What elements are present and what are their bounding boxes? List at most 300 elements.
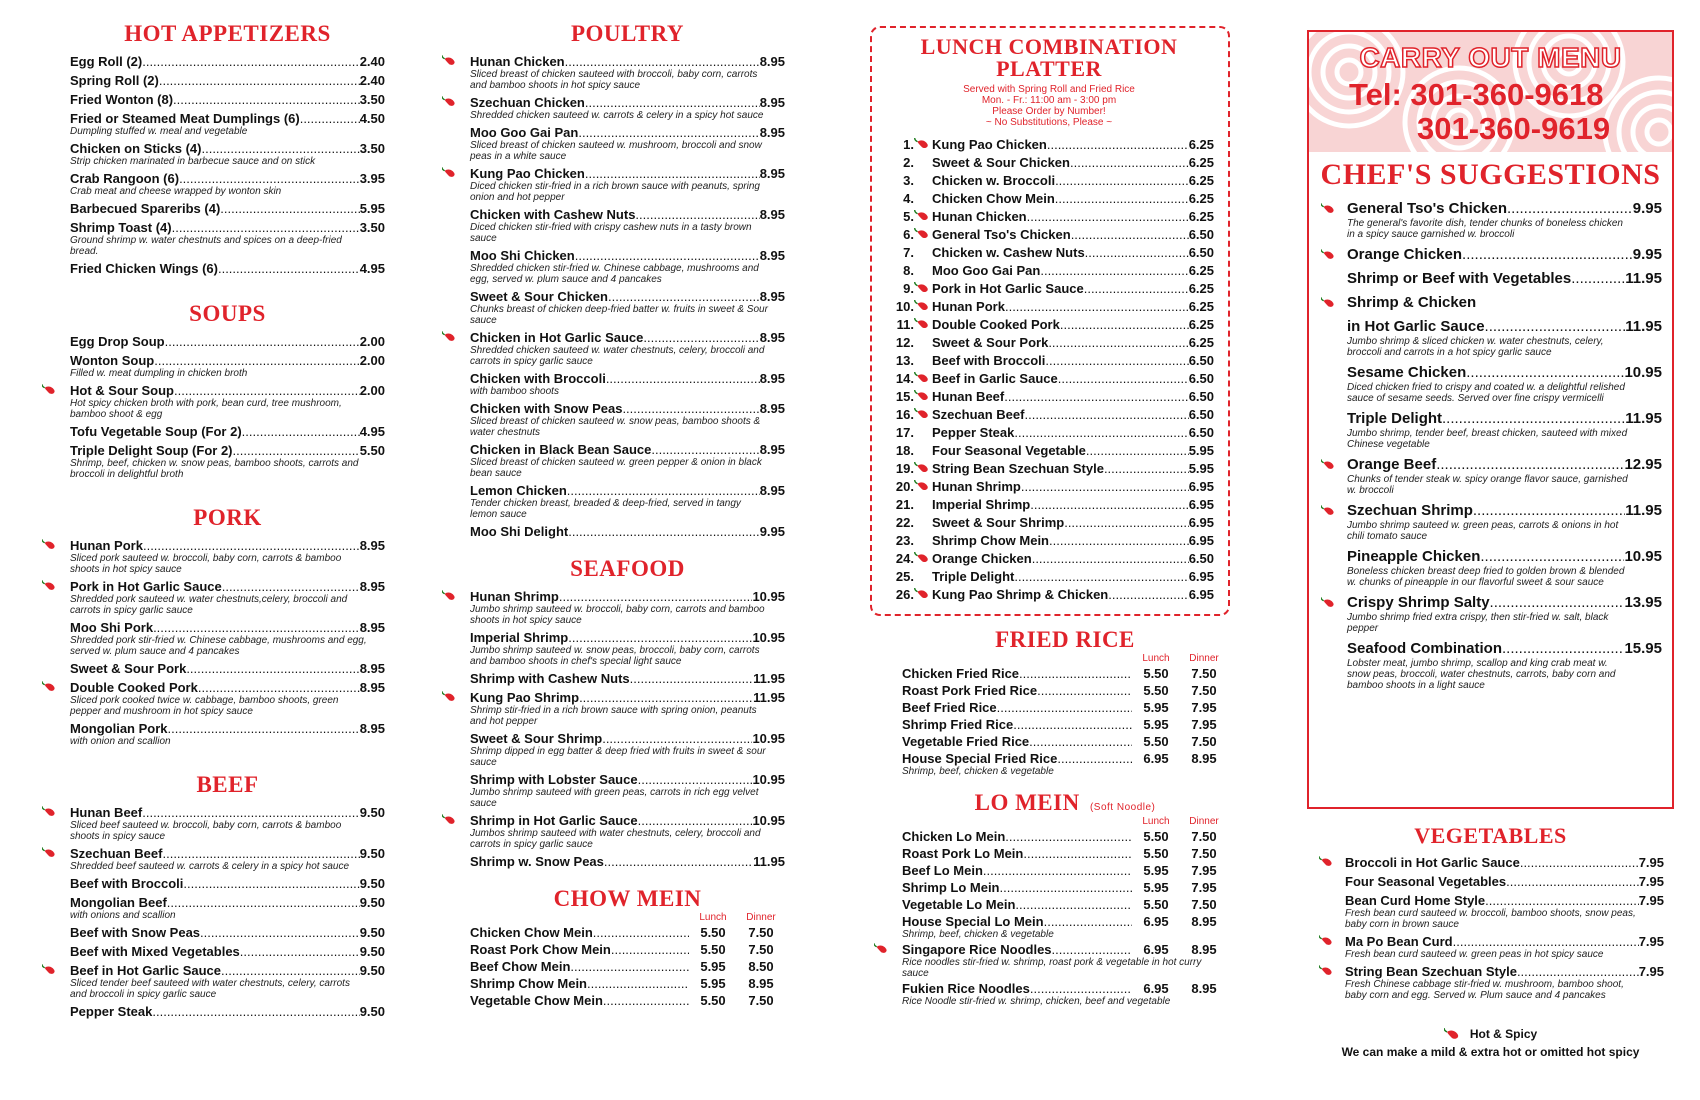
item-description: Shrimp, beef, chicken & vegetable — [902, 929, 1054, 940]
pepper-icon — [442, 590, 458, 602]
dot-leader — [186, 661, 359, 676]
item-number: 16. — [895, 407, 914, 422]
dot-leader — [638, 772, 753, 787]
menu-item-row — [470, 248, 785, 263]
item-price: 2.40 — [359, 54, 385, 69]
menu-item — [470, 993, 785, 1008]
menu-item — [1347, 364, 1662, 404]
dot-leader — [201, 141, 359, 156]
item-name: Pork in Hot Garlic Sauce — [70, 579, 222, 594]
menu-item-row — [470, 524, 785, 539]
menu-list — [1309, 200, 1672, 691]
item-name: Beef with Broccoli — [932, 353, 1046, 368]
item-name: String Bean Szechuan Style — [1345, 964, 1517, 979]
dot-leader — [233, 443, 360, 458]
menu-item — [1345, 893, 1664, 930]
pepper-icon — [42, 806, 58, 818]
dot-leader — [1507, 200, 1633, 218]
menu-item — [1347, 318, 1662, 358]
dinner-price: 8.95 — [1191, 914, 1217, 929]
item-number: 4. — [903, 191, 914, 206]
item-price: 2.00 — [359, 383, 385, 398]
lunch-item — [884, 532, 1214, 550]
section-lo-mein — [878, 791, 1248, 1007]
menu-item-row — [1347, 270, 1662, 288]
item-name: Sesame Chicken — [1347, 364, 1467, 381]
dot-leader — [1048, 334, 1188, 352]
pepper-slot — [914, 516, 932, 528]
menu-item-row — [70, 141, 385, 156]
lunch-price: 6.95 — [1143, 981, 1169, 996]
lunch-header: Lunch — [699, 912, 727, 923]
menu-item — [70, 220, 385, 257]
menu-item — [902, 981, 1228, 1007]
section-beef — [70, 773, 385, 1019]
menu-item-row — [470, 959, 785, 974]
item-name: Hunan Beef — [70, 805, 143, 820]
item-price: 6.25 — [1188, 173, 1214, 188]
item-price: 6.25 — [1188, 317, 1214, 332]
menu-item-row — [70, 73, 385, 88]
lunch-price: 5.50 — [700, 942, 726, 957]
menu-item-row — [1345, 855, 1664, 870]
item-price: 8.95 — [759, 54, 785, 69]
pepper-icon — [914, 300, 932, 312]
item-description: Shredded chicken stir-fried w. Chinese cabbage, mushrooms and egg, served w. plum sauce and 4 pancakes — [470, 263, 759, 285]
item-description: Jumbo shrimp, tender beef, breast chicken, sauteed with mixed Chinese vegetable — [1347, 428, 1628, 450]
item-price: 10.95 — [1624, 364, 1662, 381]
pepper-icon — [42, 580, 58, 592]
menu-item — [902, 914, 1228, 940]
dot-leader — [1490, 594, 1625, 612]
item-price: 12.95 — [1624, 456, 1662, 473]
item-name: Hunan Pork — [932, 299, 1005, 314]
item-description: Shrimp, beef, chicken & vegetable — [902, 766, 1054, 777]
menu-item-row — [470, 671, 785, 686]
lunch-item — [884, 496, 1214, 514]
dinner-price: 7.50 — [1191, 897, 1217, 912]
menu-item-row — [70, 54, 385, 69]
dot-leader — [1480, 548, 1624, 566]
item-name: Fried or Steamed Meat Dumplings (6) — [70, 111, 300, 126]
menu-list — [70, 334, 385, 480]
dot-leader — [1019, 666, 1132, 681]
pepper-icon — [874, 943, 890, 955]
item-name: Moo Shi Delight — [470, 524, 569, 539]
item-price: 6.50 — [1188, 407, 1214, 422]
lunch-price: 5.95 — [1143, 700, 1169, 715]
item-number: 20. — [895, 479, 914, 494]
chef-suggestions-box — [1307, 30, 1674, 809]
item-name: Broccoli in Hot Garlic Sauce — [1345, 855, 1520, 870]
menu-item-row — [70, 353, 385, 368]
lunch-price: 6.95 — [1143, 914, 1169, 929]
dot-leader — [159, 73, 360, 88]
dot-leader — [611, 942, 689, 957]
item-price: 8.95 — [359, 538, 385, 553]
menu-item-row — [902, 897, 1228, 912]
dot-leader — [1014, 424, 1188, 442]
item-description: Sliced tender beef sauteed with water chestnuts, celery, carrots and broccoli in spicy garlic sauce — [70, 978, 350, 1000]
dot-leader — [1005, 829, 1132, 844]
dot-leader — [602, 731, 752, 746]
section-vegetables — [1307, 825, 1674, 1001]
menu-item — [70, 54, 385, 69]
menu-item — [902, 897, 1228, 912]
menu-item-row — [902, 829, 1228, 844]
item-name: Bean Curd Home Style — [1345, 893, 1486, 908]
item-name: Shrimp Toast (4) — [70, 220, 172, 235]
lunch-subtitle-line: Please Order by Number! — [992, 106, 1106, 117]
dot-leader — [608, 289, 760, 304]
menu-item — [470, 589, 785, 626]
dot-leader — [1085, 244, 1189, 262]
menu-item-row — [470, 401, 785, 416]
pepper-slot — [914, 174, 932, 186]
item-number: 6. — [903, 227, 914, 242]
menu-item-row — [470, 854, 785, 869]
menu-item-row — [902, 751, 1228, 766]
item-description: Jumbo shrimp fried extra crispy, then stir-fried w. salt, black pepper — [1347, 612, 1609, 634]
section-title: CHEF'S SUGGESTIONS — [1320, 158, 1661, 191]
dot-leader — [587, 976, 689, 991]
item-name: Beef Chow Mein — [470, 959, 571, 974]
item-price: 6.25 — [1188, 155, 1214, 170]
dot-leader — [1485, 893, 1639, 908]
section-title: VEGETABLES — [1414, 823, 1567, 848]
dot-leader — [168, 721, 360, 736]
item-name: Shrimp w. Snow Peas — [470, 854, 604, 869]
menu-item-row — [470, 330, 785, 345]
section-title: PORK — [193, 505, 262, 530]
section-pork — [70, 506, 385, 747]
pepper-icon — [1321, 203, 1337, 215]
menu-item — [1347, 594, 1662, 634]
pepper-icon — [1321, 597, 1337, 609]
phone-number-2: 301-360-9619 — [1417, 111, 1611, 146]
dot-leader — [1104, 460, 1189, 478]
item-number: 13. — [895, 353, 914, 368]
item-price: 6.25 — [1188, 335, 1214, 350]
item-name: Chicken w. Cashew Nuts — [932, 245, 1085, 260]
menu-item-row — [470, 772, 785, 787]
dot-leader — [173, 92, 360, 107]
item-name: Orange Beef — [1347, 456, 1437, 473]
menu-list — [470, 589, 785, 869]
menu-list — [902, 829, 1228, 1007]
item-description: Ground shrimp w. water chestnuts and spices on a deep-fried bread. — [70, 235, 342, 257]
menu-item — [470, 772, 785, 809]
dot-leader — [198, 680, 360, 695]
item-number: 18. — [895, 443, 914, 458]
dot-leader — [172, 220, 360, 235]
lunch-item — [884, 298, 1214, 316]
dot-leader — [1506, 874, 1639, 889]
menu-item-row — [70, 92, 385, 107]
item-description: Hot spicy chicken broth with pork, bean curd, tree mushroom, bamboo shoot & egg — [70, 398, 342, 420]
spicy-legend — [1307, 1027, 1674, 1059]
section-poultry — [470, 22, 785, 539]
menu-item-row — [470, 589, 785, 604]
menu-item — [1347, 270, 1662, 288]
lunch-price: 5.50 — [1143, 846, 1169, 861]
dot-leader — [1055, 172, 1189, 190]
dot-leader — [1517, 964, 1639, 979]
menu-item — [470, 524, 785, 539]
lunch-subtitle-line: Mon. - Fr.: 11:00 am - 3:00 pm — [981, 95, 1117, 106]
menu-item-row — [70, 579, 385, 594]
menu-item-row — [70, 661, 385, 676]
item-name: Orange Chicken — [1347, 246, 1463, 263]
pepper-icon — [914, 138, 932, 150]
menu-item-row — [70, 171, 385, 186]
dot-leader — [585, 166, 760, 181]
item-name: Beef with Mixed Vegetables — [70, 944, 240, 959]
item-name: Shrimp Fried Rice — [902, 717, 1014, 732]
dinner-price: 7.50 — [1191, 666, 1217, 681]
item-description: Shredded beef sauteed w. carrots & celery in a spicy hot sauce — [70, 861, 350, 872]
pepper-icon — [1321, 249, 1337, 261]
menu-item-row — [70, 895, 385, 910]
menu-item-row — [1345, 964, 1664, 979]
menu-item — [470, 630, 785, 667]
item-description: Jumbo shrimp sauteed with green peas, carrots in rich egg velvet sauce — [470, 787, 759, 809]
item-description: Fresh bean curd sauteed w. broccoli, bamboo shoots, snow peas, baby corn in brown sauce — [1345, 908, 1636, 930]
pepper-icon — [1319, 965, 1335, 977]
item-price: 6.50 — [1188, 551, 1214, 566]
lunch-item — [884, 208, 1214, 226]
menu-item — [470, 731, 785, 768]
dot-leader — [643, 330, 759, 345]
item-price: 9.50 — [359, 846, 385, 861]
menu-item-row — [70, 944, 385, 959]
item-description: Sliced pork cooked twice w. cabbage, bamboo shoots, green pepper and mushroom in hot spicy sauce — [70, 695, 339, 717]
dot-leader — [651, 442, 759, 457]
menu-item — [70, 353, 385, 379]
menu-item-row — [1347, 318, 1662, 336]
item-name: Shrimp or Beef with Vegetables — [1347, 270, 1572, 287]
item-price: 15.95 — [1624, 640, 1662, 657]
dot-leader — [568, 524, 759, 539]
item-description: with onions and scallion — [70, 910, 176, 921]
menu-item-row — [902, 717, 1228, 732]
item-number: 24. — [895, 551, 914, 566]
item-price: 2.40 — [359, 73, 385, 88]
item-price: 9.50 — [359, 963, 385, 978]
dot-leader — [1021, 478, 1189, 496]
item-price: 6.25 — [1188, 263, 1214, 278]
item-price: 9.95 — [759, 524, 785, 539]
menu-item — [470, 125, 785, 162]
dot-leader — [630, 671, 754, 686]
item-name: Kung Pao Shrimp & Chicken — [932, 587, 1109, 602]
item-name: Moo Shi Chicken — [470, 248, 575, 263]
item-name: General Tso's Chicken — [1347, 200, 1508, 217]
item-name: Chicken Fried Rice — [902, 666, 1020, 681]
lunch-subtitle-line: Served with Spring Roll and Fried Rice — [963, 84, 1135, 95]
lunch-price: 6.95 — [1143, 942, 1169, 957]
item-description: Fresh Chinese cabbage stir-fried w. mushroom, bamboo shoot, baby corn and egg. Served w. Plum sauce and 4 pancakes — [1345, 979, 1624, 1001]
lunch-price: 5.95 — [1143, 717, 1169, 732]
item-number: 10. — [895, 299, 914, 314]
menu-item — [470, 207, 785, 244]
item-name: Shrimp Chow Mein — [932, 533, 1049, 548]
dot-leader — [1502, 640, 1624, 658]
menu-item-row — [70, 334, 385, 349]
item-price: 4.95 — [359, 424, 385, 439]
dot-leader — [154, 353, 359, 368]
item-name: Imperial Shrimp — [470, 630, 569, 645]
item-name: Mongolian Pork — [70, 721, 168, 736]
item-price: 8.95 — [759, 330, 785, 345]
item-price: 5.95 — [359, 201, 385, 216]
lunch-subtitle — [884, 84, 1214, 128]
pepper-icon — [1321, 459, 1337, 471]
item-price: 11.95 — [1625, 270, 1662, 287]
dot-leader — [1013, 717, 1132, 732]
item-price: 10.95 — [752, 813, 785, 828]
pepper-icon — [42, 847, 58, 859]
lunch-price: 5.50 — [1143, 897, 1169, 912]
spicy-note: We can make a mild & extra hot or omitted hot spicy — [1341, 1045, 1640, 1059]
dot-leader — [565, 54, 760, 69]
menu-item — [470, 330, 785, 367]
menu-item — [1347, 294, 1662, 312]
pepper-icon — [914, 282, 932, 294]
dot-leader — [1000, 880, 1133, 895]
item-price: 9.50 — [359, 1004, 385, 1019]
price-column-headers — [470, 912, 785, 923]
item-name: Beef in Garlic Sauce — [932, 371, 1058, 386]
pepper-icon — [914, 318, 932, 330]
section-seafood — [470, 557, 785, 869]
item-description: Tender chicken breast, breaded & deep-fried, served in tangy lemon sauce — [470, 498, 741, 520]
lunch-price: 5.50 — [1143, 829, 1169, 844]
dot-leader — [1485, 318, 1626, 336]
lunch-price: 6.95 — [1143, 751, 1169, 766]
item-name: Vegetable Fried Rice — [902, 734, 1030, 749]
dot-leader — [1442, 410, 1625, 428]
item-name: Beef Lo Mein — [902, 863, 983, 878]
item-number: 23. — [895, 533, 914, 548]
menu-item-row — [470, 976, 785, 991]
menu-item — [470, 959, 785, 974]
menu-item-row — [70, 383, 385, 398]
lunch-price: 5.50 — [700, 925, 726, 940]
dot-leader — [1024, 406, 1188, 424]
item-description: Chunks breast of chicken deep-fried batter w. fruits in sweet & Sour sauce — [470, 304, 768, 326]
menu-list — [470, 925, 785, 1008]
item-name: Seafood Combination — [1347, 640, 1502, 657]
item-name: Pepper Steak — [932, 425, 1015, 440]
dot-leader — [1466, 364, 1624, 382]
menu-list — [70, 538, 385, 747]
item-name: House Special Lo Mein — [902, 914, 1044, 929]
menu-item-row — [1347, 410, 1662, 428]
dot-leader — [1032, 550, 1189, 568]
lunch-item — [884, 172, 1214, 190]
dot-leader — [593, 925, 689, 940]
item-price: 3.50 — [359, 220, 385, 235]
lunch-item — [884, 136, 1214, 154]
pepper-icon — [42, 964, 58, 976]
menu-item — [70, 620, 385, 657]
item-name: Double Cooked Pork — [932, 317, 1060, 332]
item-price: 7.95 — [1638, 893, 1664, 908]
dinner-price: 7.50 — [748, 993, 774, 1008]
item-price: 3.50 — [359, 141, 385, 156]
pepper-icon — [442, 96, 458, 108]
item-price: 7.95 — [1638, 874, 1664, 889]
pepper-icon — [442, 814, 458, 826]
item-price: 11.95 — [753, 690, 785, 705]
item-description: Jumbo shrimp sauteed w. snow peas, broccoli, baby corn, carrots and bamboo shoots in chef's special light sauce — [470, 645, 760, 667]
dot-leader — [1071, 226, 1189, 244]
lunch-item — [884, 424, 1214, 442]
dot-leader — [167, 895, 360, 910]
item-name: Egg Drop Soup — [70, 334, 165, 349]
menu-item-row — [70, 538, 385, 553]
item-price: 5.50 — [359, 443, 385, 458]
item-name: Crab Rangoon (6) — [70, 171, 180, 186]
dot-leader — [152, 1004, 359, 1019]
item-description: Shrimp dipped in egg batter & deep fried with fruits in sweet & sour sauce — [470, 746, 766, 768]
pepper-icon — [42, 681, 58, 693]
item-price: 8.95 — [359, 579, 385, 594]
dot-leader — [142, 805, 359, 820]
dot-leader — [1058, 370, 1189, 388]
menu-item — [70, 963, 385, 1000]
dinner-price: 7.50 — [1191, 829, 1217, 844]
item-price: 9.50 — [359, 805, 385, 820]
item-description: Shredded chicken sauteed w. carrots & celery in a spicy hot sauce — [470, 110, 764, 121]
item-price: 8.95 — [759, 125, 785, 140]
item-name: Chicken Chow Mein — [470, 925, 593, 940]
menu-item-row — [70, 680, 385, 695]
lunch-item — [884, 316, 1214, 334]
item-name: Moo Goo Gai Pan — [470, 125, 579, 140]
item-description: Boneless chicken breast deep fried to golden brown & blended w. chunks of pineapple in our flavorful sweet & sour sauce — [1347, 566, 1625, 588]
item-number: 14. — [895, 371, 914, 386]
menu-item — [902, 942, 1228, 979]
dot-leader — [638, 813, 753, 828]
item-name: Moo Shi Pork — [70, 620, 154, 635]
pepper-slot — [914, 534, 932, 546]
menu-item — [470, 483, 785, 520]
dinner-price: 7.50 — [1191, 846, 1217, 861]
dinner-price: 7.50 — [1191, 683, 1217, 698]
lunch-header: Lunch — [1142, 816, 1170, 827]
item-number: 21. — [895, 497, 914, 512]
item-price: 8.95 — [359, 680, 385, 695]
menu-item — [70, 92, 385, 107]
item-number: 26. — [895, 587, 914, 602]
pepper-slot — [914, 444, 932, 456]
menu-item-row — [70, 261, 385, 276]
dot-leader — [1040, 262, 1188, 280]
menu-item — [470, 925, 785, 940]
menu-item — [70, 171, 385, 197]
menu-item-row — [470, 925, 785, 940]
lunch-item — [884, 388, 1214, 406]
lunch-header: Lunch — [1142, 653, 1170, 664]
menu-item-row — [470, 54, 785, 69]
pepper-slot — [914, 264, 932, 276]
menu-item — [70, 141, 385, 167]
lunch-price: 5.95 — [700, 976, 726, 991]
menu-item-row — [902, 734, 1228, 749]
menu-item-row — [902, 942, 1228, 957]
